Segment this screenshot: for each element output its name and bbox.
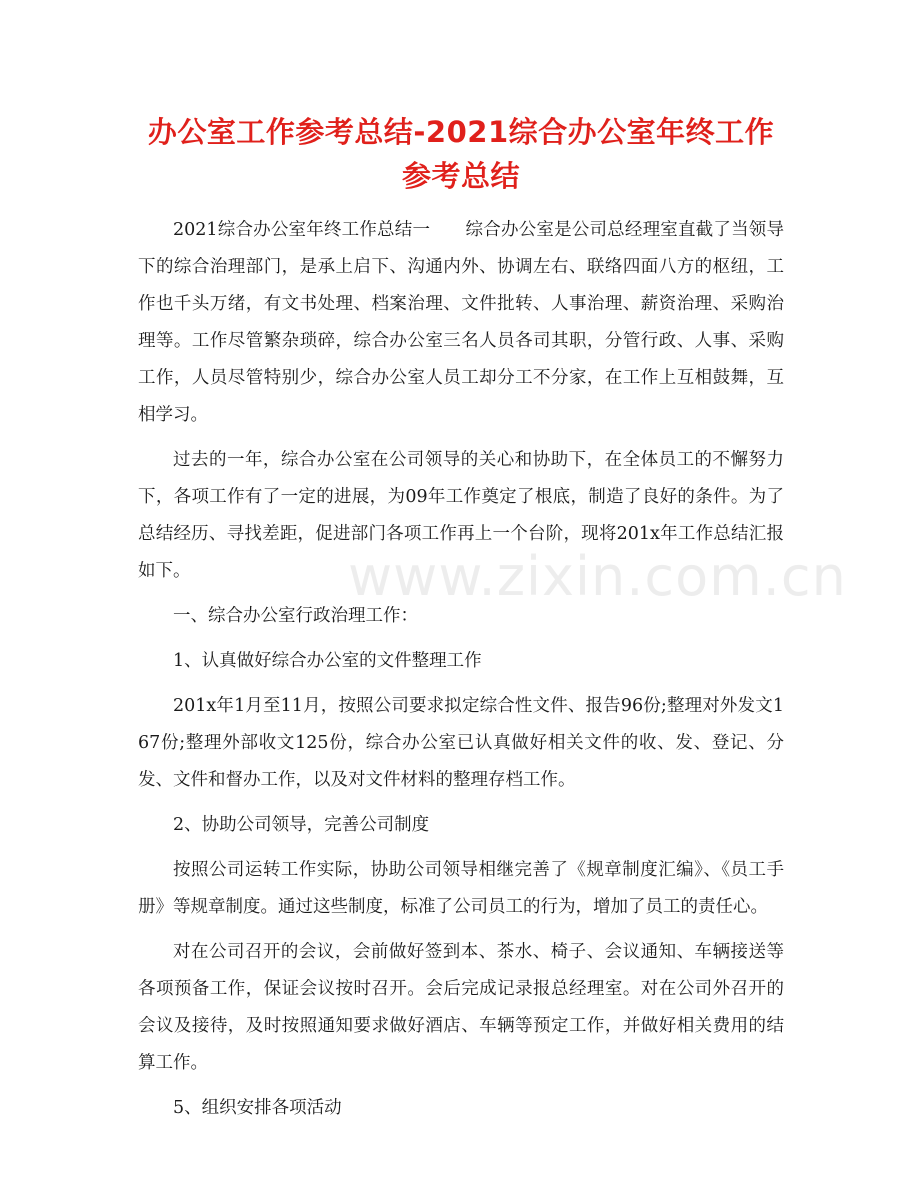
document-title: 办公室工作参考总结-2021综合办公室年终工作参考总结 xyxy=(147,115,775,193)
paragraph-meetings: 对在公司召开的会议，会前做好签到本、茶水、椅子、会议通知、车辆接送等各项预备工作，保证会议按时召开。会后完成记录报总经理室。对在公司外召开的会议及接待，及时按照通知要求做好酒店、车辆等预定工作，并做好相关费用的结算工作。 xyxy=(138,942,784,1073)
document-page xyxy=(138,110,784,1135)
subheading-file-work: 1、认真做好综合办公室的文件整理工作 xyxy=(173,651,482,671)
subheading-activities: 5、组织安排各项活动 xyxy=(173,1098,342,1118)
section-heading-admin: 一、综合办公室行政治理工作： xyxy=(173,606,418,626)
paragraph-file-work: 201x年1月至11月，按照公司要求拟定综合性文件、报告96份;整理对外发文167份;整理外部收文125份，综合办公室已认真做好相关文件的收、发、登记、分发、文件和督办工作，以及对文件材料的整理存档工作。 xyxy=(138,696,784,790)
paragraph-review: 过去的一年，综合办公室在公司领导的关心和协助下，在全体员工的不懈努力下，各项工作有了一定的进展，为09年工作奠定了根底，制造了良好的条件。为了总结经历、寻找差距，促进部门各项工作再上一个台阶，现将201x年工作总结汇报如下。 xyxy=(138,450,784,581)
paragraph-assist-leaders: 按照公司运转工作实际，协助公司领导相继完善了《规章制度汇编》、《员工手册》等规章制度。通过这些制度，标准了公司员工的行为，增加了员工的责任心。 xyxy=(138,860,784,917)
subheading-assist-leaders: 2、协助公司领导，完善公司制度 xyxy=(173,815,430,835)
watermark: www.zixin.com.cn xyxy=(348,545,847,608)
paragraph-intro: 2021综合办公室年终工作总结一 综合办公室是公司总经理室直截了当领导下的综合治理部门，是承上启下、沟通内外、协调左右、联络四面八方的枢纽，工作也千头万绪，有文书处理、档案治理、文件批转、人事治理、薪资治理、采购治理等。工作尽管繁杂琐碎，综合办公室三名人员各司其职，分管行政、人事、采购工作，人员尽管特别少，综合办公室人员工却分工不分家，在工作上互相鼓舞，互相学习。 xyxy=(138,220,784,425)
